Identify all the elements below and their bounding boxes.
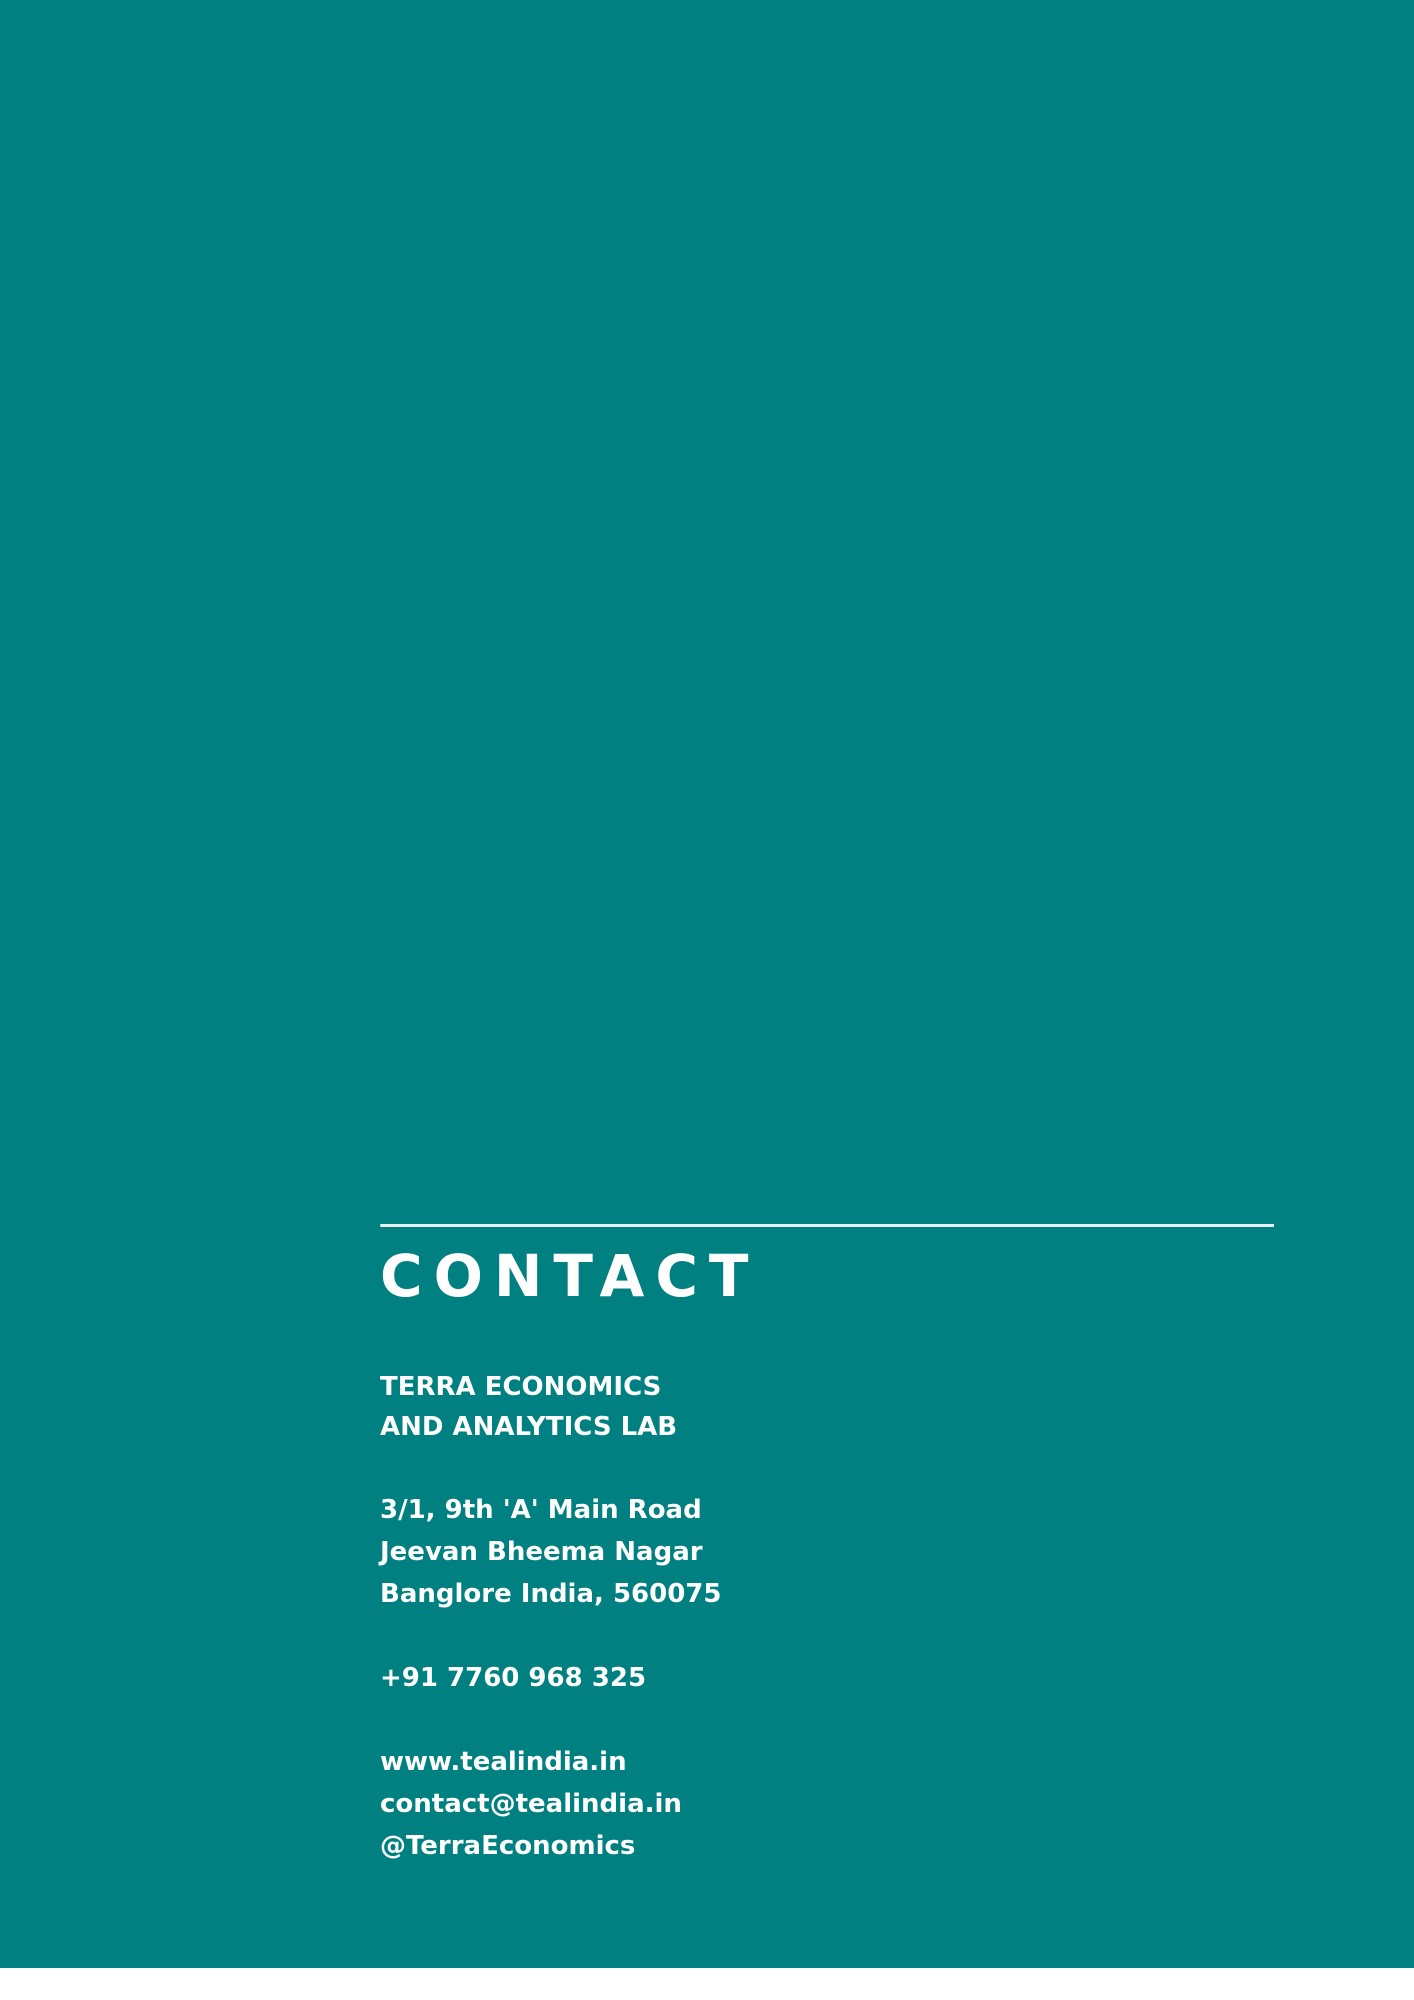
address-line-2: Jeevan Bheema Nagar bbox=[380, 1536, 703, 1567]
address-line-1: 3/1, 9th 'A' Main Road bbox=[380, 1494, 702, 1525]
email-link[interactable]: contact@tealindia.in bbox=[380, 1788, 682, 1819]
online-contacts bbox=[380, 1741, 1272, 1867]
organization-line-1: TERRA ECONOMICS bbox=[380, 1371, 662, 1402]
section-divider bbox=[380, 1224, 1274, 1227]
social-handle[interactable]: @TerraEconomics bbox=[380, 1830, 636, 1861]
postal-address bbox=[380, 1489, 1272, 1615]
website-link[interactable]: www.tealindia.in bbox=[380, 1746, 627, 1777]
phone-group bbox=[380, 1657, 1272, 1699]
address-line-3: Banglore India, 560075 bbox=[380, 1578, 722, 1609]
phone-number: +91 7760 968 325 bbox=[380, 1662, 647, 1693]
contact-details bbox=[380, 1367, 1272, 1867]
contact-section bbox=[380, 1224, 1272, 1867]
organization-name bbox=[380, 1367, 1272, 1447]
contact-heading: CONTACT bbox=[380, 1242, 760, 1310]
organization-line-2: AND ANALYTICS LAB bbox=[380, 1411, 678, 1442]
